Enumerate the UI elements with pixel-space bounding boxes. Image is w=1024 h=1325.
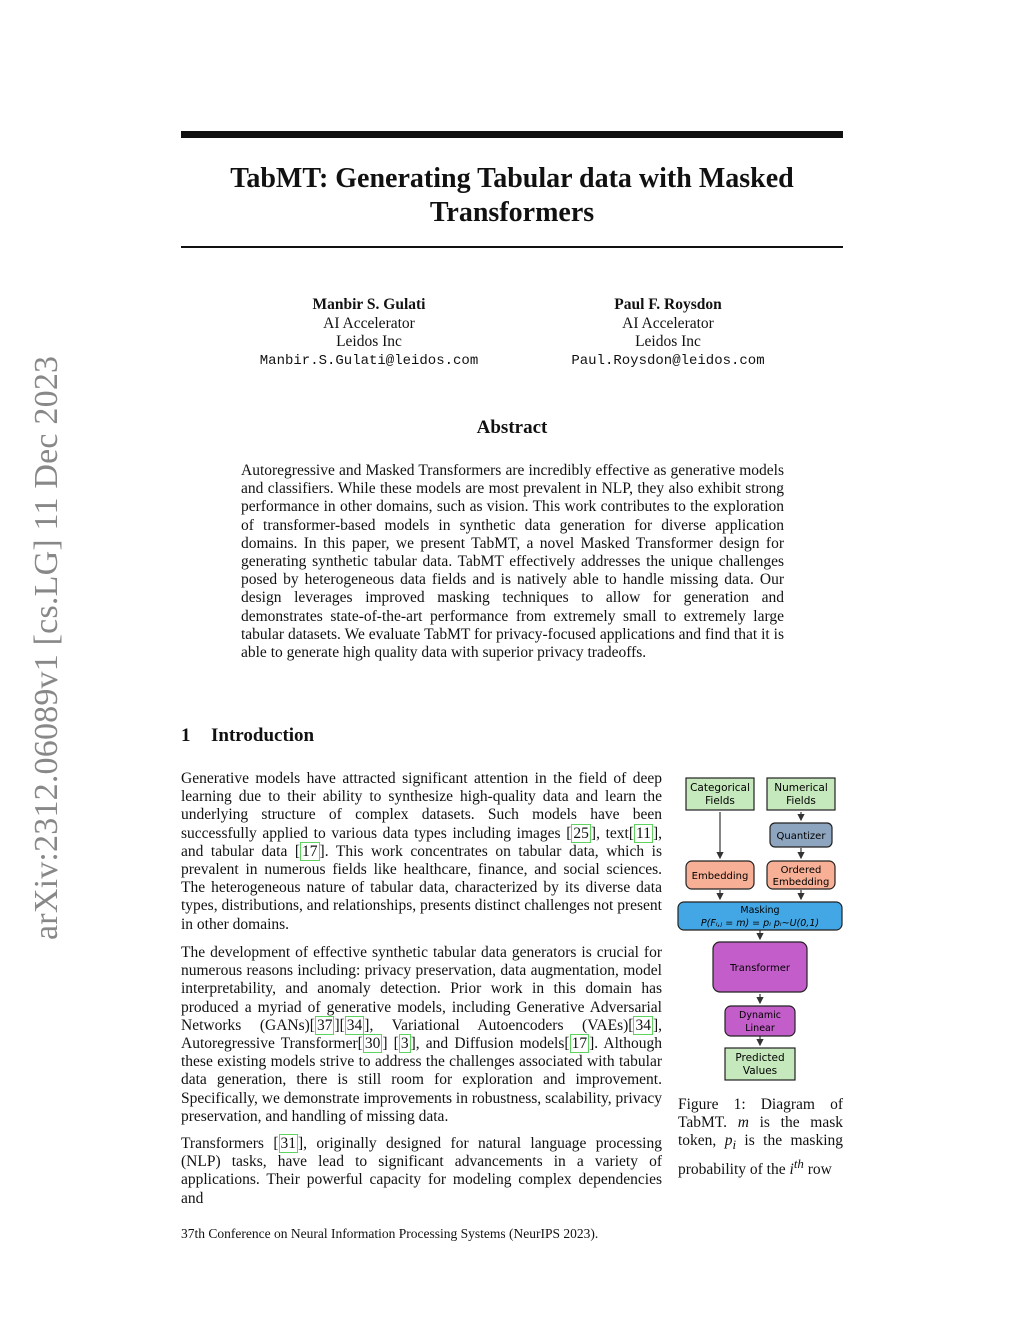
text-run: , Variational Autoencoders (VAEs): [369, 1016, 629, 1034]
text-run: Transformers: [181, 1135, 274, 1152]
citation-link[interactable]: 3: [400, 1035, 409, 1053]
figure-caption: [678, 1096, 843, 1179]
paper-title: [181, 162, 843, 230]
text-run: p: [724, 1132, 733, 1150]
text-run: i: [732, 1137, 737, 1153]
author-dept: AI Accelerator: [622, 314, 714, 332]
section-heading: [181, 725, 314, 747]
abstract-heading: Abstract: [476, 417, 548, 438]
text-run: is the masking probability of the: [678, 1132, 843, 1178]
citation-link[interactable]: 17: [302, 842, 318, 860]
intro-paragraph-1: Generative models have attracted significant attention in the field of deep learning due to their ability to synthesize high-quality data and learn the underlying structure of complex datasets. Such models have been successfully applied to various data types including images [ 25 ], text[ 11 ], and tabular data [ 17 ]. This work concentrates on tabular data, which is prevalent in numerous fields like healthcare, finance, and social sciences. The heterogeneous nature of tabular data, characterized by its diverse data types, distributions, and relationships, presents distinct challenges not present in other domains.: [181, 770, 662, 933]
arxiv-identifier: arXiv:2312.06089v1 [cs.LG] 11 Dec 2023: [28, 355, 65, 940]
citation-link[interactable]: 17: [571, 1035, 588, 1053]
text-run: . This work concentrates on tabular data, which is prevalent in numerous fields like healthcare, finance, and social sciences. The heterogeneous nature of tabular data, characterized by its diverse data types, distributions, and relationships, presents distinct challenges not present in other domains.: [181, 842, 662, 933]
title-top-rule: [181, 131, 843, 138]
predicted-label: Predicted: [735, 1052, 785, 1064]
text-run: , originally designed for natural language processing (NLP) tasks, have lead to significant advancements in a variety of applications. Their powerful capacity for modeling complex dependencies and: [181, 1135, 662, 1207]
intro-paragraph-2: The development of effective synthetic tabular data generators is crucial for numerous reasons including: privacy preservation, data augmentation, model interpretability, and anomaly detection. Prior work in this domain has produced a myriad of generative models, including Generative Adversarial Networks (GANs)[ 37 ][ 34 ], Variational Autoencoders (VAEs)[ 34 ], Autoregressive Transformer[ 30 ] [ 3 ], and Diffusion models[ 17 ]. Although these existing models strive to address the challenges associated with tabular data generation, there is still room for exploration and improvement. Specifically, we demonstrate improvements in robustness, scalability, privacy preservation, and handling of missing data.: [181, 944, 662, 1125]
masking-label: Masking: [740, 905, 780, 916]
text-run: , and Diffusion models: [415, 1035, 565, 1053]
numerical-label: Numerical: [774, 782, 828, 794]
text-run: m: [737, 1114, 749, 1132]
author-name: Manbir S. Gulati: [312, 296, 426, 313]
ordered-embedding-label: Embedding: [772, 877, 830, 888]
author-name: Paul F. Roysdon: [614, 296, 722, 313]
abstract-text: Autoregressive and Masked Transformers are incredibly effective as generative models and classifiers. While these models are most prevalent in NLP, they also exhibit strong performance in other domains, such as vision. This work contributes to the exploration of transformer-based models in synthetic data generation for diverse application domains. In this paper, we present TabMT, a novel Masked Transformer design for generating synthetic tabular data. TabMT effectively addresses the unique challenges posed by heterogeneous data fields and is natively able to handle missing data. Our design leverages improved masking techniques to allow for generation and demonstrates state-of-the-art performance from extremely small to extremely large tabular datasets. We evaluate TabMT for privacy-focused applications and find that it is able to generate high quality data with superior privacy tradeoffs.: [241, 462, 784, 662]
text-run: is the mask token,: [678, 1114, 843, 1150]
text-run: The development of effective synthetic tabular data generators is crucial for numerous reasons including: privacy preservation, data augmentation, model interpretability, and anomaly detection. Prior work in this domain has produced a myriad of generative models, including Generative Adversarial Networks (GANs): [181, 944, 662, 1034]
text-run: th: [793, 1155, 804, 1171]
masking-formula: P(Fᵢ,ⱼ = m) = pᵢ pᵢ~U(0,1): [700, 918, 820, 929]
quantizer-label: Quantizer: [776, 831, 826, 842]
transformer-label: Transformer: [729, 963, 791, 974]
citation-link[interactable]: 34: [346, 1016, 363, 1034]
author-block-1: [219, 296, 519, 370]
citation-link[interactable]: 34: [635, 1016, 651, 1034]
title-bottom-rule: [181, 246, 843, 248]
section-title: Introduction: [211, 725, 315, 746]
text-run: . Although these existing models strive to address the challenges associated with tabular data generation, there is still room for exploration and improvement. Specifically, we demonstrate improvements in robustness, scalability, privacy preservation, and handling of missing data.: [181, 1035, 662, 1125]
ordered-embedding-label: Ordered: [780, 865, 822, 876]
author-email[interactable]: Manbir.S.Gulati@leidos.com: [259, 352, 479, 369]
citation-link[interactable]: 31: [280, 1135, 296, 1152]
citation-link[interactable]: 37: [316, 1016, 333, 1034]
citation-link[interactable]: 30: [364, 1035, 381, 1053]
title-line-1: TabMT: Generating Tabular data with Masked: [230, 163, 794, 194]
section-number: 1: [181, 725, 191, 746]
author-org: Leidos Inc: [635, 333, 701, 350]
tabmt-diagram: [676, 772, 848, 1084]
dynamic-linear-label: Dynamic: [739, 1010, 781, 1021]
text-run: Figure 1: Diagram of TabMT.: [678, 1096, 843, 1132]
dynamic-linear-label: Linear: [745, 1023, 775, 1034]
author-dept: AI Accelerator: [323, 314, 415, 332]
text-run: Generative models have attracted significant attention in the field of deep learning due to their ability to synthesize high-quality data and learn the underlying structure of complex datasets. Such models have been successfully applied to various data types including images: [181, 770, 662, 842]
text-run: , Autoregressive Transformer: [181, 1016, 662, 1053]
text-run: , text: [596, 824, 629, 842]
author-org: Leidos Inc: [336, 333, 402, 350]
categorical-label: Fields: [705, 795, 735, 807]
conference-footer: 37th Conference on Neural Information Processing Systems (NeurIPS 2023).: [181, 1226, 599, 1241]
citation-link[interactable]: 25: [573, 824, 589, 842]
intro-paragraph-3: Transformers [ 31 ], originally designed for natural language processing (NLP) tasks, have lead to significant advancements in a variety of applications. Their powerful capacity for modeling complex dependencies and: [181, 1135, 662, 1207]
embedding-label: Embedding: [691, 871, 749, 882]
author-block-2: [518, 296, 818, 370]
author-email[interactable]: Paul.Roysdon@leidos.com: [571, 352, 765, 369]
predicted-label: Values: [742, 1065, 778, 1077]
citation-link[interactable]: 11: [636, 824, 651, 842]
text-run: row: [803, 1160, 832, 1178]
text-run: , and tabular data: [181, 824, 662, 860]
numerical-label: Fields: [786, 795, 816, 807]
title-line-2: Transformers: [429, 197, 595, 228]
categorical-label: Categorical: [690, 782, 750, 794]
text-run: i: [789, 1160, 794, 1178]
